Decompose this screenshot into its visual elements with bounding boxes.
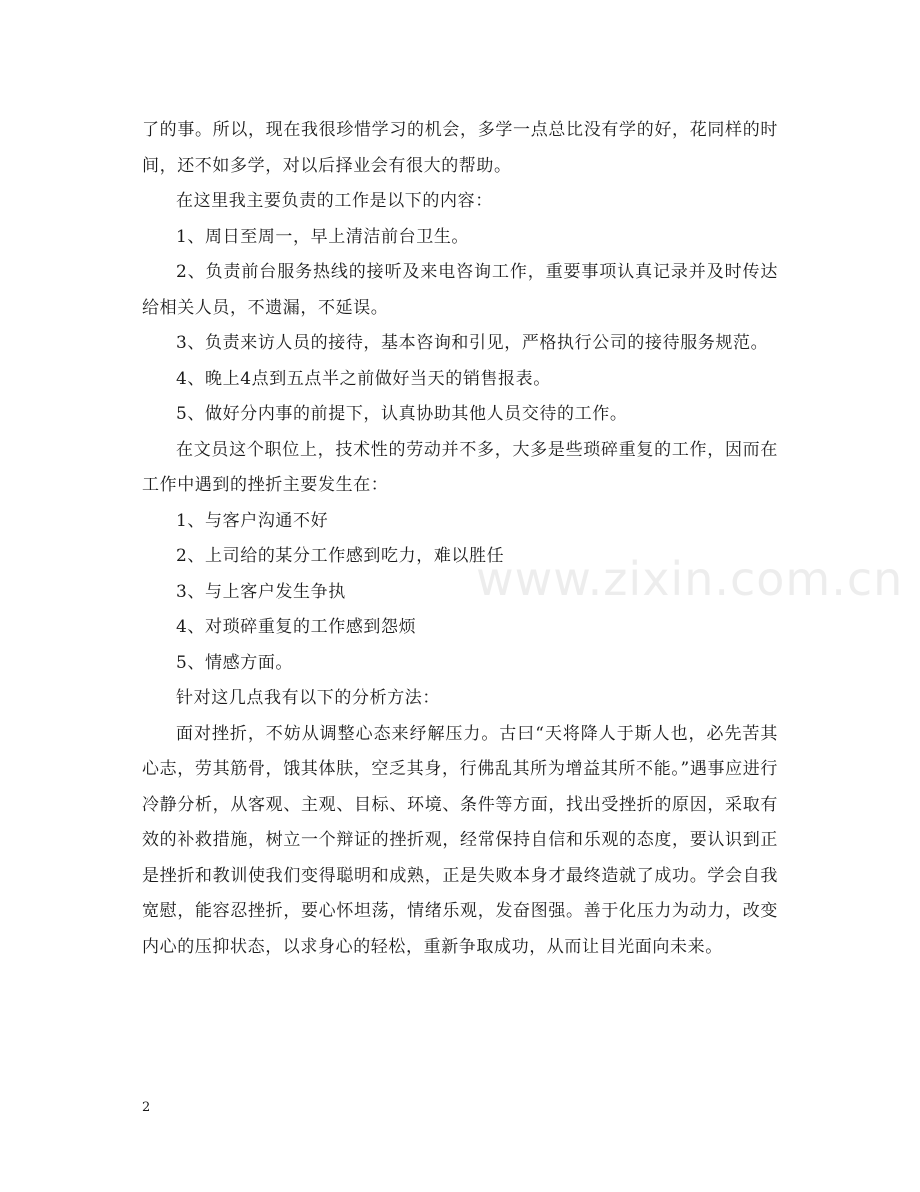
list-item-setback-1: 1、与客户沟通不好 xyxy=(176,510,329,531)
list-item-duty-4: 4、晚上4点到五点半之前做好当天的销售报表。 xyxy=(176,368,551,389)
list-item-setback-5: 5、情感方面。 xyxy=(176,652,294,673)
list-item-duty-2: 2、负责前台服务热线的接听及来电咨询工作，重要事项认真记录并及时传达给相关人员，不遗漏，不延误。 xyxy=(142,262,778,318)
list-item-duty-1: 1、周日至周一，早上清洁前台卫生。 xyxy=(176,226,470,247)
paragraph-setbacks-intro: 在文员这个职位上，技术性的劳动并不多，大多是些琐碎重复的工作，因而在工作中遇到的挫折主要发生在： xyxy=(142,439,778,495)
paragraph-continuation: 了的事。所以，现在我很珍惜学习的机会，多学一点总比没有学的好，花同样的时间，还不如多学，对以后择业会有很大的帮助。 xyxy=(142,120,778,176)
page-number: 2 xyxy=(142,1100,151,1115)
paragraph-duties-intro: 在这里我主要负责的工作是以下的内容： xyxy=(176,191,493,211)
list-item-setback-2: 2、上司给的某分工作感到吃力，难以胜任 xyxy=(176,546,505,566)
paragraph-analysis-body: 面对挫折，不妨从调整心态来纾解压力。古曰“天将降人于斯人也，必先苦其心志，劳其筋骨，饿其体肤，空乏其身，行佛乱其所为增益其所不能。”遇事应进行冷静分析，从客观、主观、目标、环境、条件等方面，找出受挫折的原因，采取有效的补救措施，树立一个辩证的挫折观，经常保持自信和乐观的态度，要认识到正是挫折和教训使我们变得聪明和成熟，正是失败本身才最终造就了成功。学会自我宽慰，能容忍挫折，要心怀坦荡，情绪乐观，发奋图强。善于化压力为动力，改变内心的压抑状态，以求身心的轻松，重新争取成功，从而让目光面向未来。 xyxy=(142,723,778,957)
list-item-setback-3: 3、与上客户发生争执 xyxy=(176,581,346,602)
document-body xyxy=(142,113,778,965)
list-item-duty-3: 3、负责来访人员的接待，基本咨询和引见，严格执行公司的接待服务规范。 xyxy=(176,333,769,353)
paragraph-analysis-intro: 针对这几点我有以下的分析方法： xyxy=(176,688,440,708)
list-item-setback-4: 4、对琐碎重复的工作感到怨烦 xyxy=(176,617,417,637)
watermark-text: www.zixin.com.cn xyxy=(476,552,904,606)
list-item-duty-5: 5、做好分内事的前提下，认真协助其他人员交待的工作。 xyxy=(176,404,628,424)
